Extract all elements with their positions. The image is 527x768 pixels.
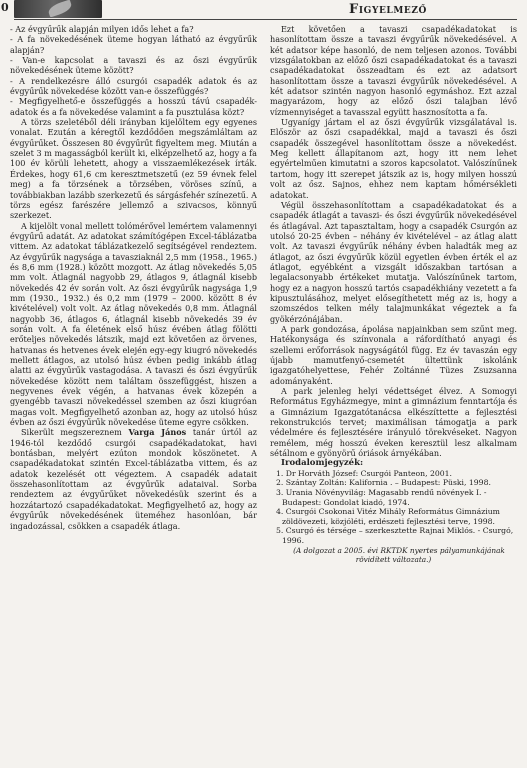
reference-item: 5. Csurgó és térsége – szerkesztette Rajnai Miklós. - Csurgó, 1996.	[276, 526, 514, 545]
page-header	[0, 0, 527, 20]
question-item: - Megfigyelhető-e összefüggés a hosszú távú csapadék-adatok és a fa növekedése valamint a fa pusztulása közt?	[10, 96, 257, 117]
paragraph-tree-slice: A törzs szeletéből déli irányban kijelöltem egy egyenes vonalat. Ezután a kéregtől kezdődően megszámláltam az évgyűrűket. Összesen 80 évgyűrűt figyeltem meg. Miután a szelet 3 m magasságból került ki, elképzelhető az, hogy a fa 100 év körüli lehetett, ahogy a visszaemlékezések írták. Érdekes, hogy 61,6 cm keresztmetszetű (ez 59 évnek felel meg) a fa törzsének a törzsében, vöröses színű, a továbbiakban lazább szerkezetű és sárgásfehér színezetű. A törzs egész farészére jellemző a szivacsos, könnyű szerkezet.	[10, 117, 257, 221]
research-questions	[10, 24, 257, 117]
right-column	[270, 24, 517, 762]
paragraph-park-protection: A park jelenleg helyi védettséget élvez. A Somogyi Református Egyházmegye, mint a gimnázium fenntartója és a Gimnázium Igazgatótanácsa elkészíttette a fejlesztési rekonstrukciós tervet; maximálisan támogatja a park védelmére és fejlesztésére irányuló törekvéseket. Nagyon remélem, még hosszú éveken keresztül lesz alkalmam sétálnom e gyönyörű óriások árnyékában.	[270, 386, 517, 459]
left-column	[10, 24, 257, 762]
paragraph-spring-comparison: Ezt követően a tavaszi csapadékadatokat is hasonlítottam össze a tavaszi évgyűrűk növekedésével. A két adatsor képe hasonló, de nem teljesen azonos. További vizsgálatokban az előző őszi csapadékadatokat és a tavaszi csapadékadatokat összeadtam és ezt az adatsort hasonlítottam össze a tavaszi évgyűrűk növekedésével. A két adatsor szintén nagyon hasonló egymáshoz. Ezt azzal magyarázom, hogy az előző őszi talajban lévő vízmennyiséget a tavasszal együtt hasznosította a fa.	[270, 24, 517, 117]
paragraph-conclusion: Végül összehasonlítottam a csapadékadatokat és a csapadék átlagát a tavaszi- és őszi évgyűrűk növekedésével és átlagával. Azt tapasztaltam, hogy a csapadék Csurgón az utolsó 20-25 évben – néhány év kivételével – az átlag alatt volt. Az tavaszi évgyűrűk néhány évben haladták meg az átlagot, az őszi évgyűrűk közül egyetlen évben érték el az átlagot, egyébként a vizsgált időszakban tartósan a legalacsonyabb értékeket mutatja. Valószínűnek tartom, hogy ez a nagyon hosszú tartós csapadékhiány vezetett a fa kipusztulásához, melyet elősegíthetett még az is, hogy a szomszédos telken mély talajmunkákat végeztek a fa gyökérzónájában.	[270, 199, 517, 324]
reference-item: 1. Dr Horváth József: Csurgói Panteon, 2001.	[276, 468, 452, 478]
leaf-icon	[47, 0, 73, 17]
text-run: Sikerült megszereznem	[21, 427, 129, 438]
paragraph-ring-measurements: A kijelölt vonal mellett tolómérővel lemértem valamennyi évgyűrű adatát. Az adatokat számítógépen Excel-táblázatba vittem. Az adatokat táblázatkezelő segítségével rendeztem. Az évgyűrűk nagysága a tavasziaknál 2,5 mm (1958., 1965.) és 8,6 mm (1928.) között mozgott. Az átlag növekedés 5,05 mm volt. Átlagnál nagyobb 29, átlagos 9, átlagnál kisebb növekedés 42 év során volt. Az őszi évgyűrűk nagysága 1,9 mm (1930., 1932.) és 0,2 mm (1979 – 2000. között 8 év kivételével) volt volt. Az átlag növekedés 0,8 mm. Átlagnál nagyobb 36, átlagos 6, átlagnál kisebb növekedés 39 év során volt. A fa életének első húsz évében átlag fölötti erőteljes növekedés látszik, majd ezt követően az örvenes, hatvanas és hetvenes évek elején egy-egy kiugró növekedés mellett átlagos, az utolsó húsz évben pedig inkább átlag alatti az évgyűrűk vastagodása. A tavaszi és őszi évgyűrűk növekedése között nem találtam összefüggést, hiszen a negyvenes évek végén, a hatvanas évek közepén a gyengébb tavaszi növekedéssel szemben az őszi kiugróan magas volt. Megfigyelhető azonban az, hogy az utolsó húsz évben az őszi évgyűrűk növekedése üteme egyre csökken.	[10, 220, 257, 428]
section-title: Figyelmező	[349, 2, 427, 17]
header-divider	[14, 19, 517, 20]
paragraph-precipitation-data	[10, 427, 257, 530]
person-name: Varga János	[128, 427, 187, 438]
question-item: - A rendelkezésre álló csurgói csapadék adatok és az évgyűrűk növekedése között van-e összefüggés?	[10, 75, 257, 97]
header-logo-image	[14, 0, 102, 18]
paragraph-autumn-comparison: Ugyanígy jártam el az őszi évgyűrűk vizsgálatával is. Először az őszi csapadékkal, majd a tavaszi és őszi csapadék összegével hasonlítottam össze a növekedést. Meg kellett állapítanom azt, hogy itt nem lehet egyértelműen kimutatni a szoros kapcsolatot. Valószínűnek tartom, hogy itt szerepet játszik az is, hogy milyen hosszú volt az ősz. Sajnos, ehhez nem kaptam hőmérsékleti adatokat.	[270, 117, 517, 200]
reference-item: 4. Csurgói Csokonai Vitéz Mihály Református Gimnázium zöldövezeti, közjóléti, erdészeti fejlesztési terve, 1998.	[276, 507, 500, 526]
question-item: - A fa növekedésének üteme hogyan látható az évgyűrűk alapján?	[10, 34, 257, 55]
page-number: 0	[1, 1, 9, 14]
question-item: - Az évgyűrűk alapján milyen idős lehet a fa?	[10, 24, 194, 34]
text-run: tanár úrtól az 1946-tól kezdődő csurgói csapadékadatokat, havi bontásban, melyért ezúton mondok köszönetet. A csapadékadatokat szintén Excel-táblázatba vittem, és az adatok kezelését ott végeztem. A csapadék adatait összehasonlítottam az évgyűrűk adataival. Sorba rendeztem az évgyűrűket növekedésük szerint és a hozzátartozó csapadékadatokat. Megfigyelhető az, hogy az évgyűrűk növekedésének üteméhez hasonlóan, bár ingadozással, csökken a csapadék átlaga.	[10, 427, 257, 531]
references-list	[270, 469, 517, 546]
footnote: (A dolgozat a 2005. évi RKTDK nyertes pályamunkájának rövidített változata.)	[293, 545, 505, 564]
reference-item: 3. Urania Növényvilág: Magasabb rendű növények I. - Budapest: Gondolat kiadó, 1974.	[276, 487, 487, 507]
reference-item: 2. Szántay Zoltán: Kalifornia . – Budapest: Püski, 1998.	[276, 478, 491, 488]
paragraph-park-care: A park gondozása, ápolása napjainkban sem szűnt meg. Hatékonysága és színvonala a ráfordítható anyagi és szellemi erőforrások nagyságától függ. Ez év tavaszán egy újabb mamutfenyő-csemetét ültettünk iskolánk igazgatóhelyettese, Fehér Zoltánné Tüzes Zsuzsanna adományaként.	[270, 323, 517, 386]
question-item: - Van-e kapcsolat a tavaszi és az őszi évgyűrűk növekedésének üteme között?	[10, 55, 257, 76]
references-title: Irodalomjegyzék:	[281, 458, 364, 469]
